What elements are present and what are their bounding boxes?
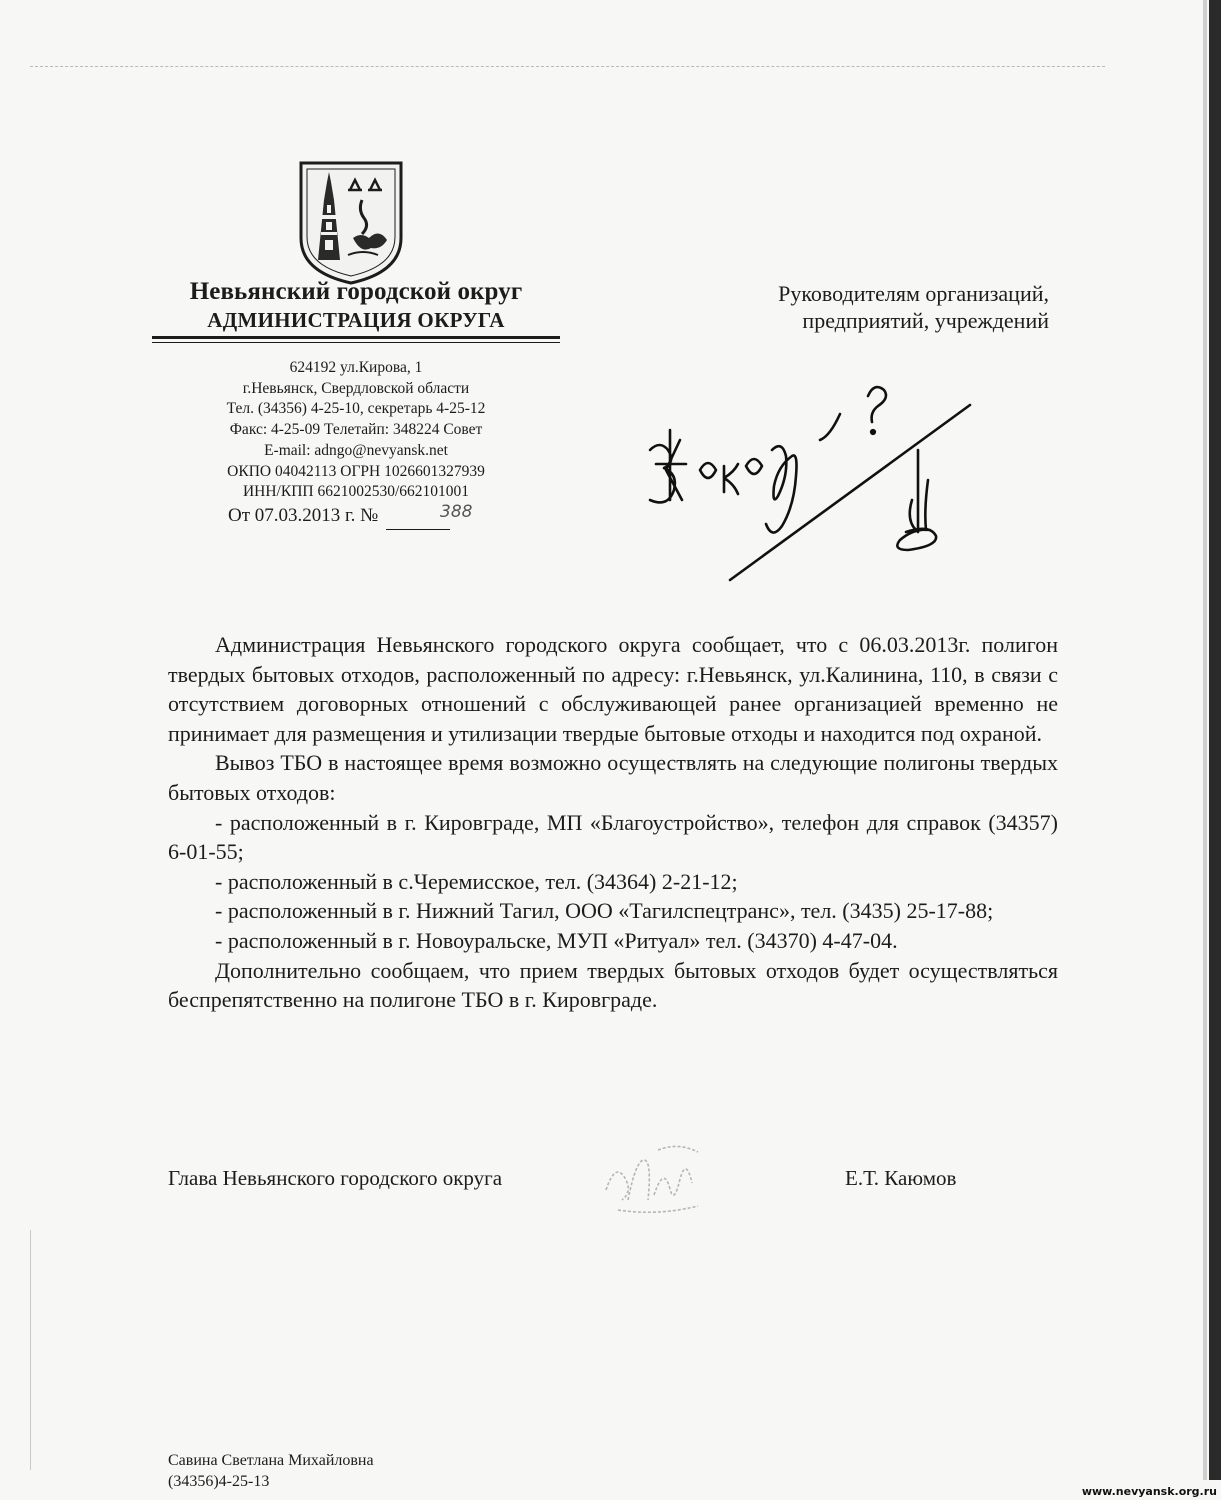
header-rule-thick xyxy=(152,336,560,339)
coat-of-arms-icon xyxy=(298,160,404,286)
body-paragraph-1: Администрация Невьянского городского округа сообщает, что с 06.03.2013г. полигон твердых бытовых отходов, расположенный по адресу: г.Невьянск, ул.Калинина, 110, в связи с отсутствием договорных отношений с обслуживающей ранее организацией временно не принимает для размещения и утилизации твердые бытовые отходы и находится под охраной. xyxy=(168,632,1058,746)
addressee-line-2: предприятий, учреждений xyxy=(802,308,1049,333)
document-date xyxy=(228,505,450,528)
executor-phone: (34356)4-25-13 xyxy=(168,1473,270,1490)
executor xyxy=(168,1450,374,1492)
contact-phone: Тел. (34356) 4-25-10, секретарь 4-25-12 xyxy=(226,400,486,418)
contact-email: E-mail: adngo@nevyansk.net xyxy=(264,441,448,459)
letter-body xyxy=(168,630,1058,1015)
faded-signature-icon xyxy=(598,1130,708,1220)
organization-name: Невьянский городской округ xyxy=(189,278,523,305)
organization-subtitle: АДМИНИСТРАЦИЯ ОКРУГА xyxy=(207,308,505,332)
contact-city: г.Невьянск, Свердловской области xyxy=(242,379,470,397)
document-number-handwritten: 388 xyxy=(440,502,473,522)
scan-artifact-left-line xyxy=(30,1230,31,1470)
contact-fax: Факс: 4-25-09 Телетайп: 348224 Совет xyxy=(229,421,483,439)
addressee xyxy=(778,280,1049,334)
scan-artifact-top-line xyxy=(30,66,1105,67)
header-rule-thin xyxy=(152,342,560,343)
executor-name: Савина Светлана Михайловна xyxy=(168,1452,374,1469)
handwritten-resolution-icon xyxy=(640,370,980,590)
contact-okpo: ОКПО 04042113 ОГРН 1026601327939 xyxy=(227,462,485,480)
organization-contacts xyxy=(140,358,572,503)
signatory-title: Глава Невьянского городского округа xyxy=(168,1166,503,1190)
body-list-item-1: - расположенный в г. Кировграде, МП «Благоустройство», телефон для справок (34357) 6-01-55; xyxy=(168,809,1058,865)
contact-inn: ИНН/КПП 6621002530/662101001 xyxy=(242,483,470,501)
addressee-line-1: Руководителям организаций, xyxy=(778,281,1049,306)
body-paragraph-2: Вывоз ТБО в настоящее время возможно осуществлять на следующие полигоны твердых бытовых отходов: xyxy=(168,750,1058,805)
website-watermark: www.nevyansk.org.ru xyxy=(1081,1485,1217,1498)
signatory-name: Е.Т. Каюмов xyxy=(845,1166,957,1190)
body-list-item-3: - расположенный в г. Нижний Тагил, ООО «Тагилспецтранс», тел. (3435) 25-17-88; xyxy=(215,898,994,924)
scan-border-right xyxy=(1209,0,1221,1500)
body-list-item-2: - расположенный в с.Черемисское, тел. (34364) 2-21-12; xyxy=(215,868,738,894)
scan-border-right-light xyxy=(1203,0,1207,1500)
document-date-text: От 07.03.2013 г. № xyxy=(228,505,379,526)
body-paragraph-3: Дополнительно сообщаем, что прием твердых бытовых отходов будет осуществляться беспрепятственно на полигоне ТБО в г. Кировграде. xyxy=(168,957,1058,1013)
body-list-item-4: - расположенный в г. Новоуральске, МУП «Ритуал» тел. (34370) 4-47-04. xyxy=(215,927,898,953)
contact-address: 624192 ул.Кирова, 1 xyxy=(289,359,423,376)
